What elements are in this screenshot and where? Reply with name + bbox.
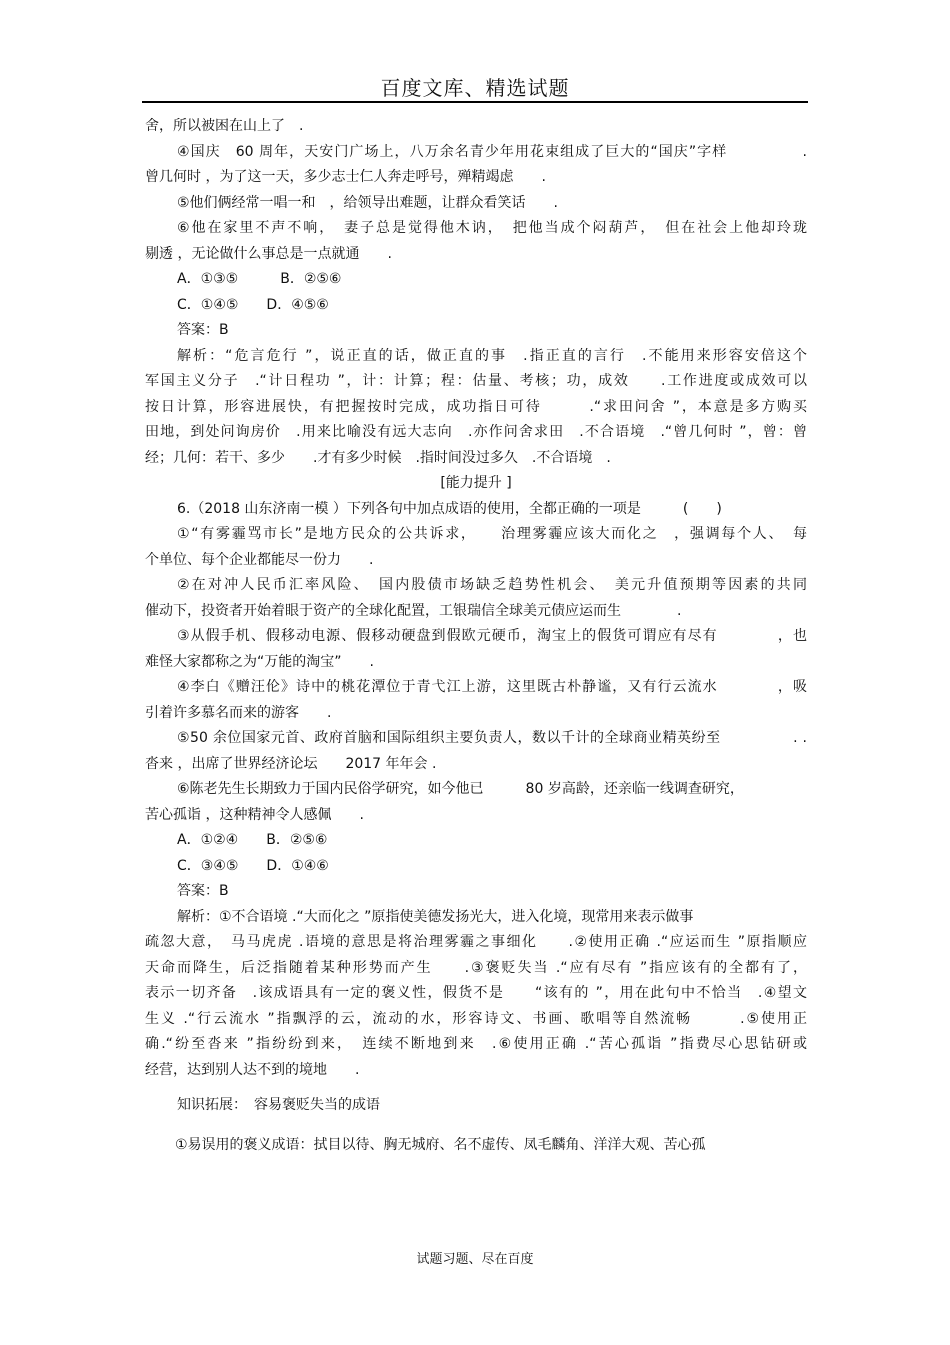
text-line: 生义 .“行云流水 ”指飘浮的云，流动的水，形容诗文、书画、歌唱等自然流畅 .⑤使用正 bbox=[145, 1010, 807, 1027]
text-line: ⑥他在家里不声不响， 妻子总是觉得他木讷， 把他当成个闷葫芦， 但在社会上他却玲珑 bbox=[177, 220, 807, 236]
text-line: 军国主义分子 .“计日程功 ”，计：计算；程：估量、考核；功，成效 .工作进度或成效可以 bbox=[145, 373, 807, 389]
text-line: ⑤50 余位国家元首、政府首脑和国际组织主要负责人，数以千计的全球商业精英纷至 . . bbox=[177, 730, 807, 746]
text-line: 催动下，投资者开始着眼于资产的全球化配置，工银瑞信全球美元债应运而生 . bbox=[145, 602, 682, 619]
text-line: ④国庆 60 周年，天安门广场上，八万余名青少年用花束组成了巨大的“国庆”字样 . bbox=[177, 143, 807, 160]
text-line: A．①③⑤ B．②⑤⑥ bbox=[177, 271, 342, 287]
text-line: 难怪大家都称之为“万能的淘宝” . bbox=[145, 653, 374, 670]
spacer bbox=[145, 1083, 807, 1093]
section-heading: [能力提升 ] bbox=[440, 475, 512, 491]
text-line: 田地，到处问询房价 .用来比喻没有远大志向 .亦作问舍求田 .不合语境 .“曾几何时 ”，曾：曾 bbox=[145, 424, 807, 440]
knowledge-extension-item: ①易误用的褒义成语：拭目以待、胸无城府、名不虚传、凤毛麟角、洋洋大观、苦心孤 bbox=[175, 1136, 706, 1153]
text-line: 确.“纷至沓来 ”指纷纷到来， 连续不断地到来 .⑥使用正确 .“苦心孤诣 ”指费尽心思钻研或 bbox=[145, 1036, 807, 1052]
text-line: 答案：B bbox=[177, 883, 229, 899]
text-line: ④李白《赠汪伦》诗中的桃花潭位于青弋江上游，这里既古朴静谧，又有行云流水 ，吸 bbox=[177, 679, 807, 695]
knowledge-extension-heading: 知识拓展： 容易褒贬失当的成语 bbox=[177, 1097, 380, 1113]
text-line: ⑤他们俩经常一唱一和 ，给领导出难题，让群众看笑话 . bbox=[177, 194, 558, 211]
text-line: 个单位、每个企业都能尽一份力 . bbox=[145, 551, 374, 568]
spacer bbox=[145, 1119, 807, 1133]
header-title: 百度文库、精选试题 bbox=[380, 76, 570, 100]
text-line: 天命而降生，后泛指随着某种形势而产生 .③褒贬失当 .“应有尽有 ”指应该有的全都有了， bbox=[145, 959, 807, 976]
text-line: 剔透 ，无论做什么事总是一点就通 . bbox=[145, 245, 392, 262]
text-line: C．①④⑤ D．④⑤⑥ bbox=[177, 296, 329, 313]
text-line: ⑥陈老先生长期致力于国内民俗学研究，如今他已 80 岁高龄，还亲临一线调查研究， bbox=[177, 781, 744, 797]
text-line: 舍，所以被困在山上了 . bbox=[145, 118, 304, 134]
text-line: 沓来 ，出席了世界经济论坛 2017 年年会 . bbox=[145, 755, 437, 772]
text-line: ③从假手机、假移动电源、假移动硬盘到假欧元硬币，淘宝上的假货可谓应有尽有 ，也 bbox=[177, 628, 807, 644]
text-line: 曾几何时 ，为了这一天，多少志士仁人奔走呼号，殚精竭虑 . bbox=[145, 169, 546, 185]
text-line: 解析：“危言危行 ”，说正直的话，做正直的事 .指正直的言行 .不能用来形容安倍这个 bbox=[177, 347, 807, 364]
text-line: 按日计算，形容进展快，有把握按时完成，成功指日可待 .“求田问舍 ”，本意是多方购买 bbox=[145, 398, 807, 415]
text-line: 经；几何：若干、多少 .才有多少时候 .指时间没过多久 .不合语境 . bbox=[145, 449, 611, 466]
text-line: 6.（2018 山东济南一模 ）下列各句中加点成语的使用，全都正确的一项是 ( ) bbox=[177, 500, 722, 517]
text-line: 答案：B bbox=[177, 322, 229, 338]
document-body bbox=[145, 114, 807, 1158]
header-rule bbox=[142, 101, 808, 103]
text-line: C．③④⑤ D．①④⑥ bbox=[177, 857, 329, 874]
text-line: ①“有雾霾骂市长”是地方民众的公共诉求， 治理雾霾应该大而化之 ，强调每个人、 每 bbox=[177, 526, 807, 542]
text-line: 解析：①不合语境 .“大而化之 ”原指使美德发扬光大，进入化境，现常用来表示做事 bbox=[177, 908, 694, 925]
text-line: A．①②④ B．②⑤⑥ bbox=[177, 832, 328, 848]
text-lines bbox=[145, 114, 807, 1083]
text-line: 疏忽大意， 马马虎虎 .语境的意思是将治理雾霾之事细化 .②使用正确 .“应运而生 ”原指顺应 bbox=[145, 934, 807, 950]
text-line: ②在对冲人民币汇率风险、 国内股债市场缺乏趋势性机会、 美元升值预期等因素的共同 bbox=[177, 577, 807, 593]
text-line: 引着许多慕名而来的游客 . bbox=[145, 704, 332, 721]
footer-text: 试题习题、尽在百度 bbox=[416, 1252, 534, 1267]
text-line: 经营，达到别人达不到的境地 . bbox=[145, 1061, 360, 1078]
text-line: 表示一切齐备 .该成语具有一定的褒义性，假货不是 “该有的 ”，用在此句中不恰当 .④望文 bbox=[145, 985, 807, 1001]
text-line: 苦心孤诣 ，这种精神令人感佩 . bbox=[145, 806, 364, 823]
